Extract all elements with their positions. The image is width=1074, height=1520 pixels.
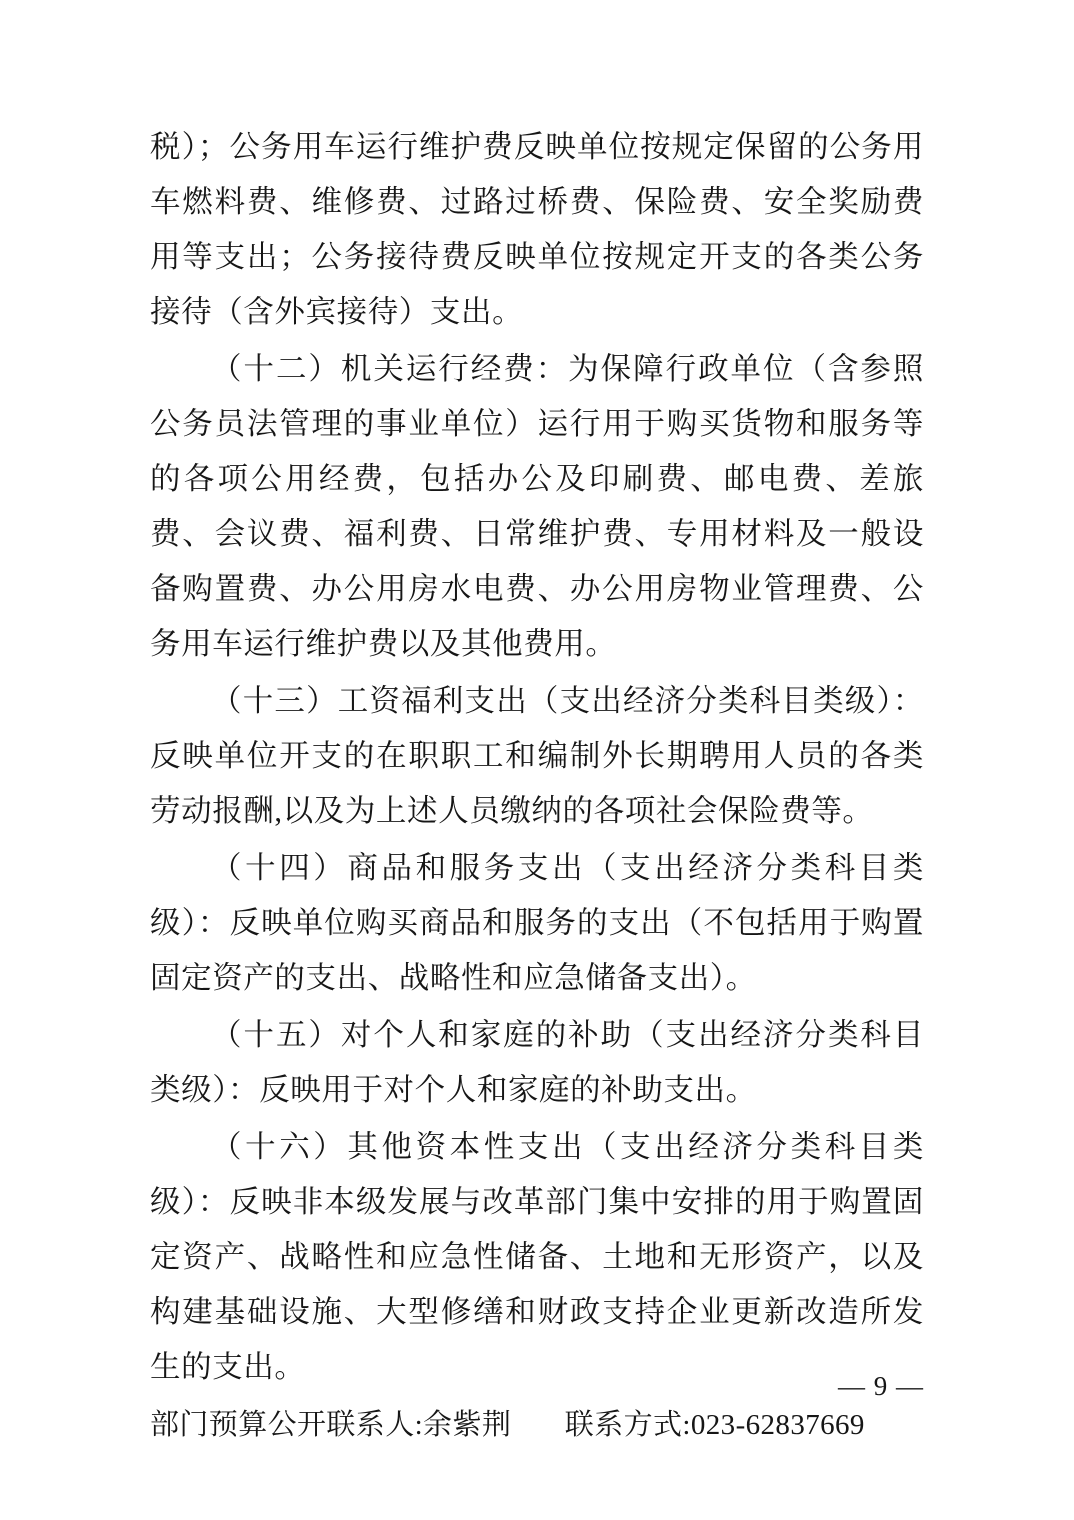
page-number: — 9 — [838,1371,924,1401]
paragraph-item-16: （十六）其他资本性支出（支出经济分类科目类级）：反映非本级发展与改革部门集中安排的用于购置固定资产、战略性和应急性储备、土地和无形资产，以及构建基础设施、大型修缮和财政支持企业更新改造所发生的支出。 [150,1130,924,1384]
paragraph-item-12: （十二）机关运行经费：为保障行政单位（含参照公务员法管理的事业单位）运行用于购买货物和服务等的各项公用经费，包括办公及印刷费、邮电费、差旅费、会议费、福利费、日常维护费、专用材料及一般设备购置费、办公用房水电费、办公用房物业管理费、公务用车运行维护费以及其他费用。 [150,352,924,661]
paragraph-continued: 税）；公务用车运行维护费反映单位按规定保留的公务用车燃料费、维修费、过路过桥费、保险费、安全奖励费用等支出；公务接待费反映单位按规定开支的各类公务接待（含外宾接待）支出。 [150,130,924,329]
paragraph-item-15: （十五）对个人和家庭的补助（支出经济分类科目类级）：反映用于对个人和家庭的补助支出。 [150,1018,924,1107]
document-body [150,120,924,1451]
paragraph-item-13: （十三）工资福利支出（支出经济分类科目类级）：反映单位开支的在职职工和编制外长期聘用人员的各类劳动报酬,以及为上述人员缴纳的各项社会保险费等。 [150,684,924,828]
budget-contact-line: 部门预算公开联系人:余紫荆 联系方式:023-62837669 [150,1409,865,1441]
paragraph-item-14: （十四）商品和服务支出（支出经济分类科目类级）：反映单位购买商品和服务的支出（不包括用于购置固定资产的支出、战略性和应急储备支出）。 [150,851,924,995]
